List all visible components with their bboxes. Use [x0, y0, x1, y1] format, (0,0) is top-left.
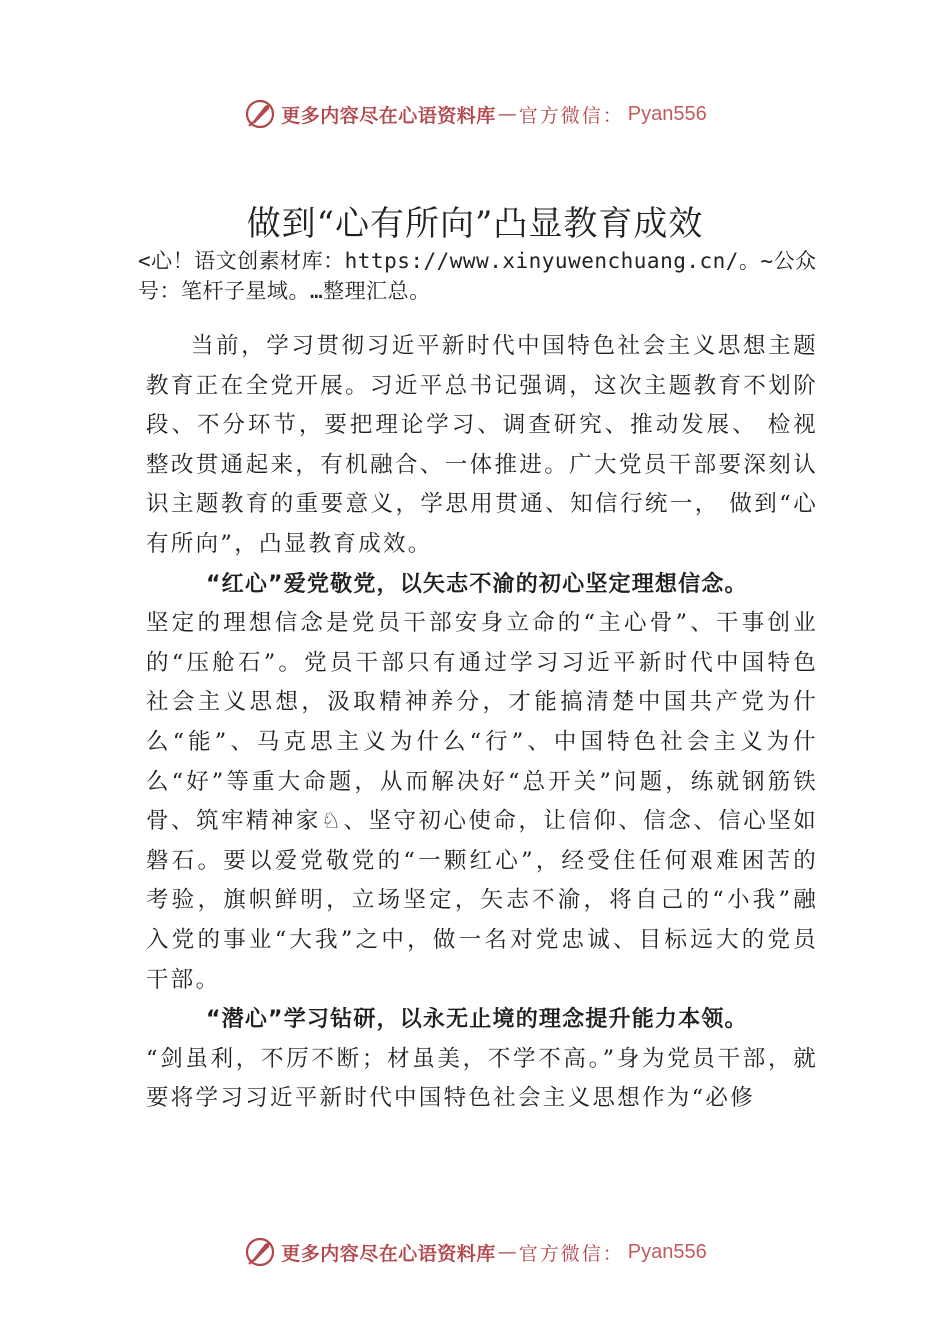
watermark-label: 官方微信： — [518, 1242, 624, 1265]
watermark-banner-top — [0, 94, 950, 134]
watermark-banner-bottom — [0, 1232, 950, 1272]
quill-logo-icon — [243, 97, 277, 131]
document-title: 做到“心有所向”凸显教育成效 — [246, 204, 704, 244]
watermark-dash: — — [497, 103, 517, 125]
section-heading-study: “潜心”学习钻研，以永无止境的理念提升能力本领。 — [206, 1007, 748, 1033]
watermark-dash: — — [497, 1241, 517, 1263]
paragraph-intro: 当前，学习贯彻习近平新时代中国特色社会主义思想主题教育正在全党开展。习近平总书记强调，这次主题教育不划阶段、不分环节，要把理论学习、调查研究、推动发展、 检视整改贯通起来，有机融合、一体推进。广大党员干部要深刻认识主题教育的重要意义，学思用贯通、知信行统一， 做到“心有所向”，凸显教育成效。 — [146, 333, 818, 557]
watermark-slogan: 更多内容尽在心语资料库 — [281, 1242, 496, 1265]
paragraph-red-heart: 坚定的理想信念是党员干部安身立命的“主心骨”、干事创业的“压舱石”。党员干部只有通过学习习近平新时代中国特色社会主义思想，汲取精神养分，才能搞清楚中国共产党为什么“能”、马克思主义为什么“行”、中国特色社会主义为什么“好”等重大命题，从而解决好“总开关”问题，练就钢筋铁骨、筑牢精神家♘、坚守初心使命，让信仰、信念、信心坚如磐石。要以爱党敬党的“一颗红心”，经受住任何艰难困苦的考验，旗帜鲜明，立场坚定，矢志不渝，将自己的“小我”融入党的事业“大我”之中，做一名对党忠诚、目标远大的党员干部。 — [146, 610, 818, 993]
paragraph-study: “剑虽利，不厉不断；材虽美，不学不高。”身为党员干部，就要将学习习近平新时代中国特色社会主义思想作为“必修 — [146, 1045, 818, 1112]
quill-logo-icon — [243, 1235, 277, 1269]
document-body — [146, 327, 818, 1119]
watermark-wechat-id: Pyan556 — [627, 102, 707, 125]
source-line: <心！语文创素材库：https://www.xinyuwenchuang.cn/。~公众号：笔杆子星域。…整理汇总。 — [138, 249, 817, 303]
watermark-slogan: 更多内容尽在心语资料库 — [281, 104, 496, 127]
watermark-label: 官方微信： — [518, 104, 624, 127]
watermark-wechat-id: Pyan556 — [627, 1240, 707, 1263]
section-heading-red-heart: “红心”爱党敬党，以矢志不渝的初心坚定理想信念。 — [206, 571, 748, 597]
